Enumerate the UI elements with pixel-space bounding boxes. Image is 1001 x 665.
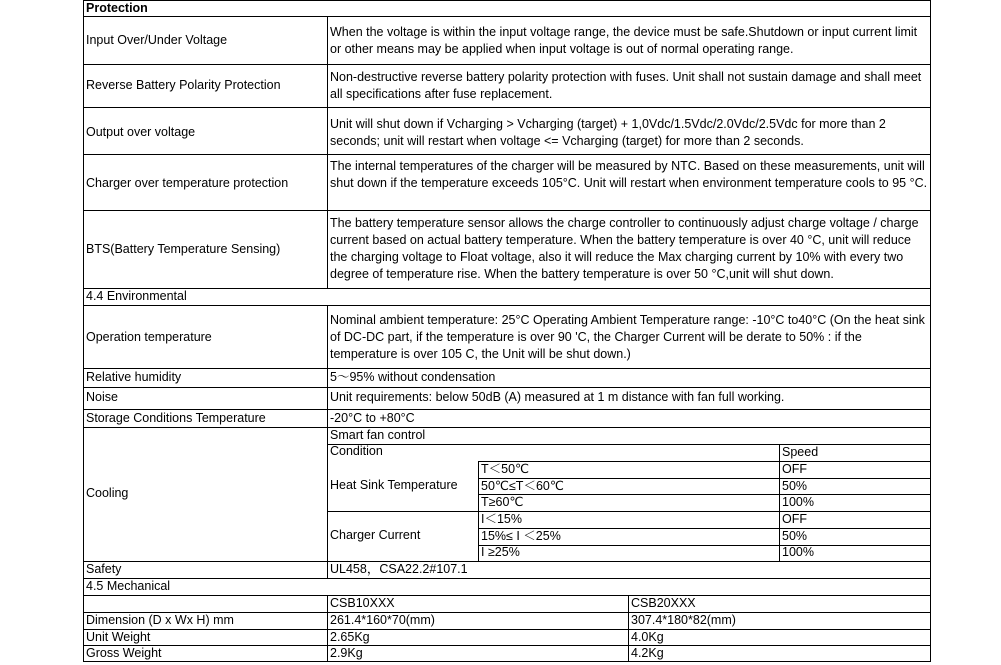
row-value: 307.4*180*82(mm) — [631, 613, 736, 627]
model-header: CSB20XXX — [631, 596, 696, 610]
row-value: 261.4*160*70(mm) — [330, 613, 435, 627]
rule — [628, 595, 629, 662]
rule — [83, 64, 931, 65]
cooling-condition: T＜50℃ — [481, 462, 530, 476]
row-text: Non-destructive reverse battery polarity protection with fuses. Unit shall not sustain damage and shall meet all specifications after fuse replacement. — [330, 70, 922, 101]
rule — [83, 154, 931, 155]
section-header-protection: Protection — [86, 1, 148, 15]
rule — [83, 368, 931, 369]
row-label: Charger over temperature protection — [86, 176, 289, 190]
cooling-speed: 50% — [782, 529, 808, 543]
row-label: Noise — [86, 390, 118, 404]
spec-table — [83, 0, 931, 665]
rule — [83, 305, 931, 306]
row-text: When the voltage is within the input voltage range, the device must be safe.Shutdown or input current limit or other means may be applied when input voltage is out of normal operating range. — [330, 25, 918, 56]
rule — [83, 578, 931, 579]
row-text: Unit will shut down if Vcharging > Vcharging (target) + 1,0Vdc/1.5Vdc/2.0Vdc/2.5Vdc for more than 2 seconds; unit will restart when voltage <= Vcharging (target) for more than 2 seconds. — [330, 117, 886, 148]
rule — [83, 595, 931, 596]
section-header-environmental: 4.4 Environmental — [86, 289, 187, 303]
rule — [83, 561, 931, 562]
row-text: The internal temperatures of the charger will be measured by NTC. Based on these measurements, unit will shut down if the temperature exceeds 105°C. Unit will restart when environment temperature cools to 95 °C. — [330, 159, 928, 190]
row-text: -20°C to +80°C — [330, 411, 415, 425]
row-label: Safety — [86, 562, 122, 576]
rule — [327, 595, 328, 662]
row-label: Unit Weight — [86, 630, 151, 644]
rule — [478, 545, 931, 546]
cooling-speed: OFF — [782, 512, 807, 526]
rule — [83, 0, 931, 1]
model-header: CSB10XXX — [330, 596, 395, 610]
row-text: Unit requirements: below 50dB (A) measured at 1 m distance with fan full working. — [330, 390, 785, 404]
cooling-speed: 100% — [782, 545, 814, 559]
section-header-mechanical: 4.5 Mechanical — [86, 579, 171, 593]
rule — [83, 387, 931, 388]
row-label: Input Over/Under Voltage — [86, 33, 228, 47]
rule — [83, 661, 931, 662]
rule — [83, 107, 931, 108]
rule — [327, 305, 328, 578]
cooling-condition-header: Condition — [330, 444, 383, 458]
row-text: The battery temperature sensor allows the charge controller to continuously adjust charge voltage / charge current based on actual battery temperature. When the battery temperature is over 40 °C, unit will reduce the charging voltage to Float voltage, also it will reduce the Max charging current by 10% with every two degree of temperature rise. When the battery temperature is over 50 °C,unit will shut down. — [330, 216, 919, 281]
cooling-condition: T≥60℃ — [481, 495, 524, 509]
row-text: Nominal ambient temperature: 25°C Operating Ambient Temperature range: -10°C to40°C (On the heat sink of DC-DC part, if the temperature is over 90 'C, the Charger Current will be derate to 50% : if the temperature is over 105 C, the Unit will be shut down.) — [330, 313, 925, 361]
row-label: Dimension (D x Wx H) mm — [86, 613, 234, 627]
row-label: Storage Conditions Temperature — [86, 411, 266, 425]
rule — [83, 210, 931, 211]
rule — [779, 444, 780, 562]
rule — [327, 511, 931, 512]
cooling-condition: 50℃≤T＜60℃ — [481, 479, 564, 493]
cooling-title: Smart fan control — [330, 428, 426, 442]
rule — [83, 427, 931, 428]
rule — [83, 0, 84, 662]
cooling-condition: I ≥25% — [481, 545, 520, 559]
cooling-speed: OFF — [782, 462, 807, 476]
cooling-speed: 50% — [782, 479, 808, 493]
row-label: Output over voltage — [86, 125, 196, 139]
rule — [83, 629, 931, 630]
rule — [930, 0, 931, 662]
row-label: Cooling — [86, 486, 129, 500]
cooling-speed: 100% — [782, 495, 814, 509]
row-label: Operation temperature — [86, 330, 212, 344]
cooling-condition: I＜15% — [481, 512, 522, 526]
row-label: Gross Weight — [86, 646, 162, 660]
cooling-condition: 15%≤ I ＜25% — [481, 529, 561, 543]
row-label: BTS(Battery Temperature Sensing) — [86, 242, 281, 256]
rule — [327, 16, 328, 289]
row-text: 5～95% without condensation — [330, 370, 496, 384]
row-value: 4.2Kg — [631, 646, 664, 660]
rule — [83, 645, 931, 646]
cooling-group-heat-sink: Heat Sink Temperature — [330, 478, 458, 492]
rule — [83, 288, 931, 289]
row-value: 2.9Kg — [330, 646, 363, 660]
cooling-group-charger-current: Charger Current — [330, 528, 421, 542]
rule — [478, 461, 479, 562]
row-label: Reverse Battery Polarity Protection — [86, 78, 281, 92]
cooling-speed-header: Speed — [782, 445, 819, 459]
row-label: Relative humidity — [86, 370, 182, 384]
rule — [478, 461, 931, 462]
row-text: UL458，CSA22.2#107.1 — [330, 562, 468, 576]
row-value: 4.0Kg — [631, 630, 664, 644]
row-value: 2.65Kg — [330, 630, 370, 644]
rule — [83, 16, 931, 17]
rule — [327, 444, 931, 445]
